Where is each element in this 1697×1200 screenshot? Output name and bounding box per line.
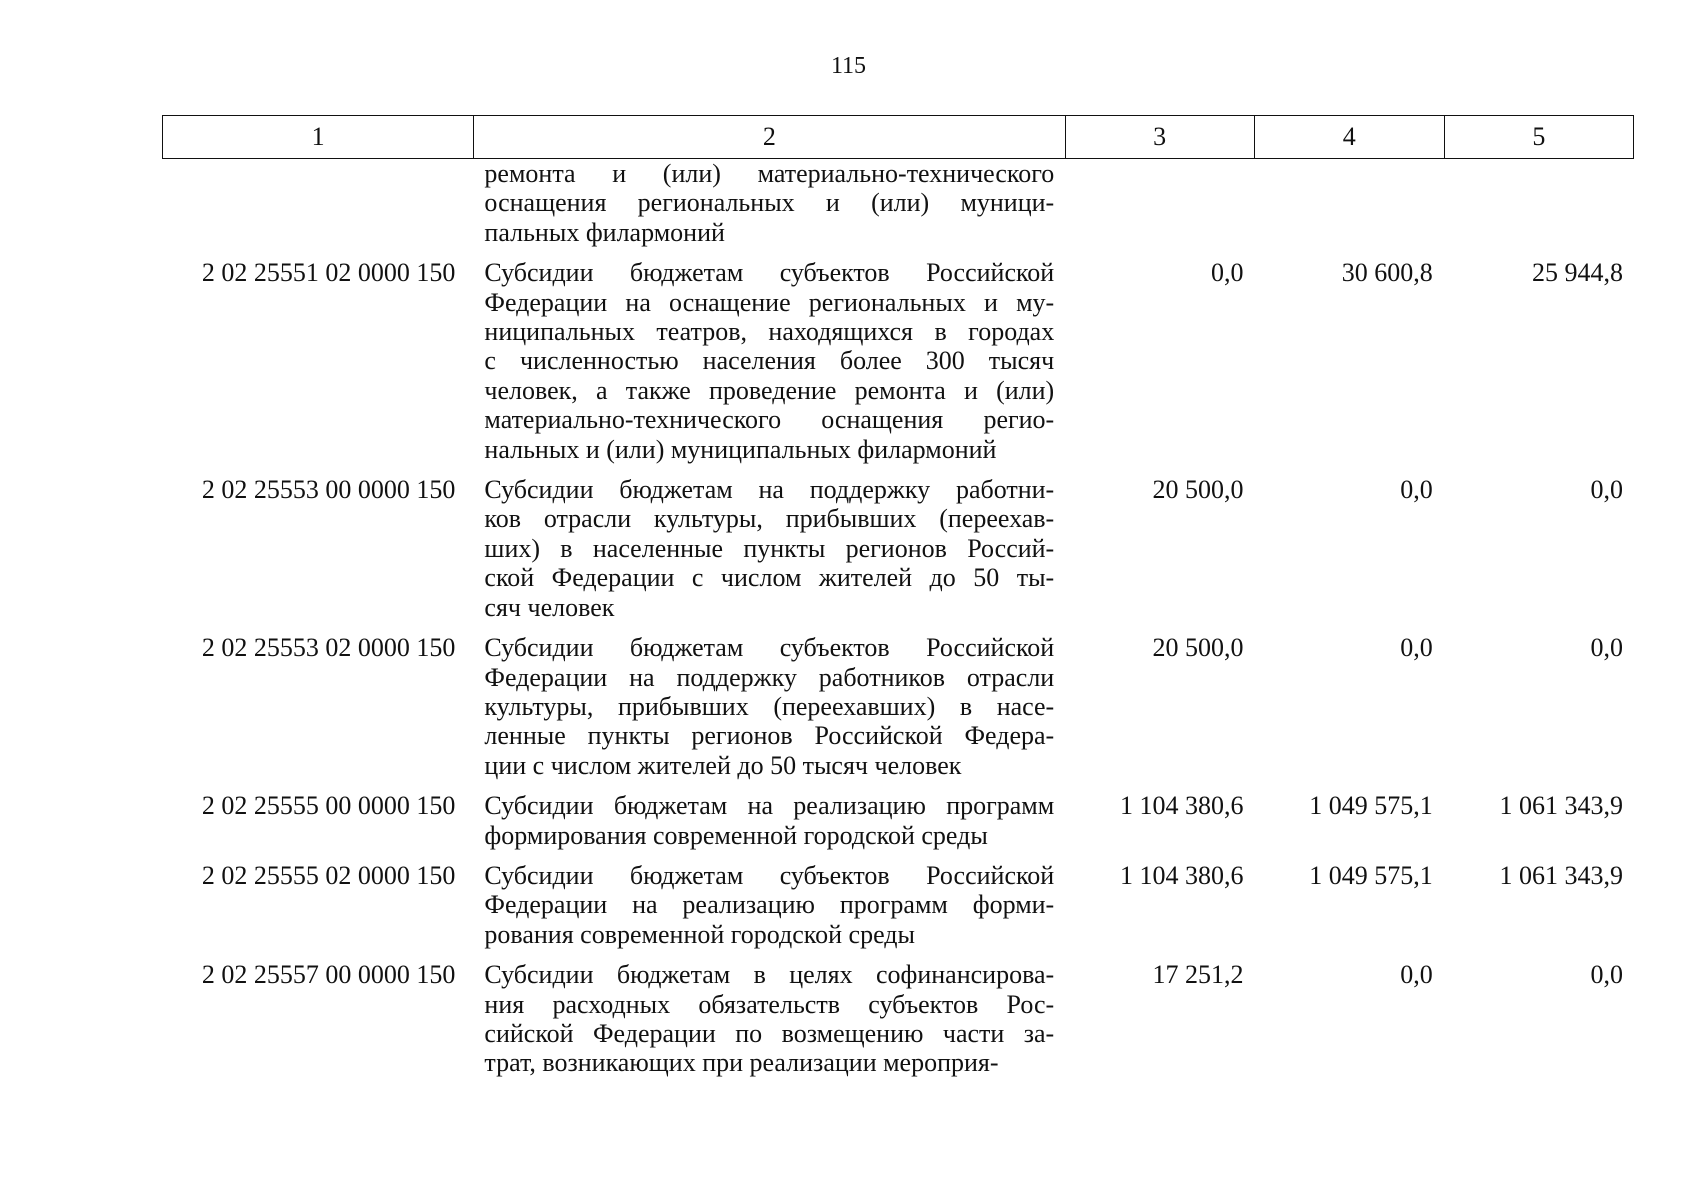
description-line: материально-технического оснащения регио- xyxy=(484,405,1055,435)
table-row xyxy=(162,780,1634,850)
header-cell-5: 5 xyxy=(1444,116,1633,159)
description-cell xyxy=(473,850,1065,949)
header-cell-2: 2 xyxy=(474,116,1065,159)
table-row xyxy=(162,247,1634,464)
description-line: формирования современной городской среды xyxy=(484,820,988,850)
page-number: 115 xyxy=(830,53,867,79)
table-row xyxy=(162,949,1634,1078)
description-line: Субсидии бюджетам субъектов Российской xyxy=(484,258,1055,288)
description-line: ших) в населенные пункты регионов Россий- xyxy=(484,533,1055,563)
description-line: Субсидии бюджетам в целях софинансирова- xyxy=(484,960,1055,990)
description-line: Субсидии бюджетам на реализацию программ xyxy=(484,791,1055,821)
description-line: ремонта и (или) материально-технического xyxy=(484,159,1055,188)
amount-col5-cell: 0,0 xyxy=(1590,633,1623,663)
amount-col5-cell: 0,0 xyxy=(1590,960,1623,990)
header-cell-3: 3 xyxy=(1065,116,1254,159)
table-header xyxy=(162,115,1634,159)
amount-col3-cell: 0,0 xyxy=(1210,258,1244,288)
budget-code-cell: 2 02 25553 02 0000 150 xyxy=(201,633,456,663)
budget-code-cell: 2 02 25553 00 0000 150 xyxy=(201,475,456,505)
description-line: Субсидии бюджетам на поддержку работни- xyxy=(484,475,1055,505)
description-line: ской Федерации с числом жителей до 50 ты- xyxy=(484,563,1055,593)
table-row xyxy=(162,622,1634,780)
description-cell xyxy=(473,949,1065,1078)
description-cell xyxy=(473,464,1065,622)
amount-col5-cell: 0,0 xyxy=(1590,475,1623,505)
amount-col5-cell xyxy=(1445,159,1634,247)
budget-code-cell xyxy=(162,159,473,247)
description-line: трат, возникающих при реализации мероприя- xyxy=(484,1048,999,1078)
table-row xyxy=(162,464,1634,622)
description-line: Субсидии бюджетам субъектов Российской xyxy=(484,633,1055,663)
description-line: Федерации на оснащение региональных и му- xyxy=(484,287,1055,317)
header-cell-4: 4 xyxy=(1254,116,1444,159)
description-line: сяч человек xyxy=(484,592,615,622)
description-line: Федерации на реализацию программ форми- xyxy=(484,890,1055,920)
description-line: Субсидии бюджетам субъектов Российской xyxy=(484,860,1055,890)
description-line: сийской Федерации по возмещению части за- xyxy=(484,1018,1055,1048)
description-line: рования современной городской среды xyxy=(484,919,915,949)
description-cell xyxy=(473,247,1065,464)
amount-col4-cell: 0,0 xyxy=(1400,960,1433,990)
amount-col3-cell: 20 500,0 xyxy=(1152,475,1244,505)
amount-col4-cell: 0,0 xyxy=(1400,633,1433,663)
description-line: ции с числом жителей до 50 тысяч человек xyxy=(484,750,962,780)
amount-col3-cell: 20 500,0 xyxy=(1152,633,1244,663)
description-line: культуры, прибывших (переехавших) в насе- xyxy=(484,691,1055,721)
budget-code-cell: 2 02 25555 00 0000 150 xyxy=(201,791,456,821)
budget-code-cell: 2 02 25555 02 0000 150 xyxy=(201,860,456,890)
amount-col3-cell: 1 104 380,6 xyxy=(1119,860,1244,890)
table-body xyxy=(162,159,1634,1078)
amount-col5-cell: 1 061 343,9 xyxy=(1499,791,1623,821)
amount-col4-cell: 0,0 xyxy=(1400,475,1433,505)
description-line: с численностью населения более 300 тысяч xyxy=(484,346,1055,376)
amount-col4-cell xyxy=(1254,159,1444,247)
amount-col5-cell: 25 944,8 xyxy=(1532,258,1623,288)
description-line: нальных и (или) муниципальных филармоний xyxy=(484,434,997,464)
description-line: оснащения региональных и (или) муници- xyxy=(484,188,1055,218)
description-line: пальных филармоний xyxy=(484,217,725,247)
description-line: Федерации на поддержку работников отрасли xyxy=(484,662,1055,692)
budget-code-cell: 2 02 25551 02 0000 150 xyxy=(201,258,456,288)
description-cell xyxy=(473,780,1065,850)
table-row xyxy=(162,850,1634,949)
header-row xyxy=(163,116,1634,159)
amount-col4-cell: 1 049 575,1 xyxy=(1309,860,1433,890)
description-line: человек, а также проведение ремонта и (или) xyxy=(484,375,1055,405)
description-line: ния расходных обязательств субъектов Рос- xyxy=(484,989,1055,1019)
description-cell xyxy=(473,622,1065,780)
table-row xyxy=(162,159,1634,247)
amount-col5-cell: 1 061 343,9 xyxy=(1499,860,1623,890)
description-line: ков отрасли культуры, прибывших (переехав- xyxy=(484,504,1055,534)
amount-col4-cell: 30 600,8 xyxy=(1341,258,1433,288)
budget-code-cell: 2 02 25557 00 0000 150 xyxy=(201,960,456,990)
description-line: ленные пункты регионов Российской Федера- xyxy=(484,721,1055,751)
description-cell xyxy=(473,159,1065,247)
amount-col3-cell: 17 251,2 xyxy=(1152,960,1244,990)
amount-col3-cell xyxy=(1065,159,1254,247)
amount-col4-cell: 1 049 575,1 xyxy=(1309,791,1433,821)
header-cell-1: 1 xyxy=(163,116,474,159)
description-line: ниципальных театров, находящихся в городах xyxy=(484,317,1055,347)
amount-col3-cell: 1 104 380,6 xyxy=(1119,791,1244,821)
